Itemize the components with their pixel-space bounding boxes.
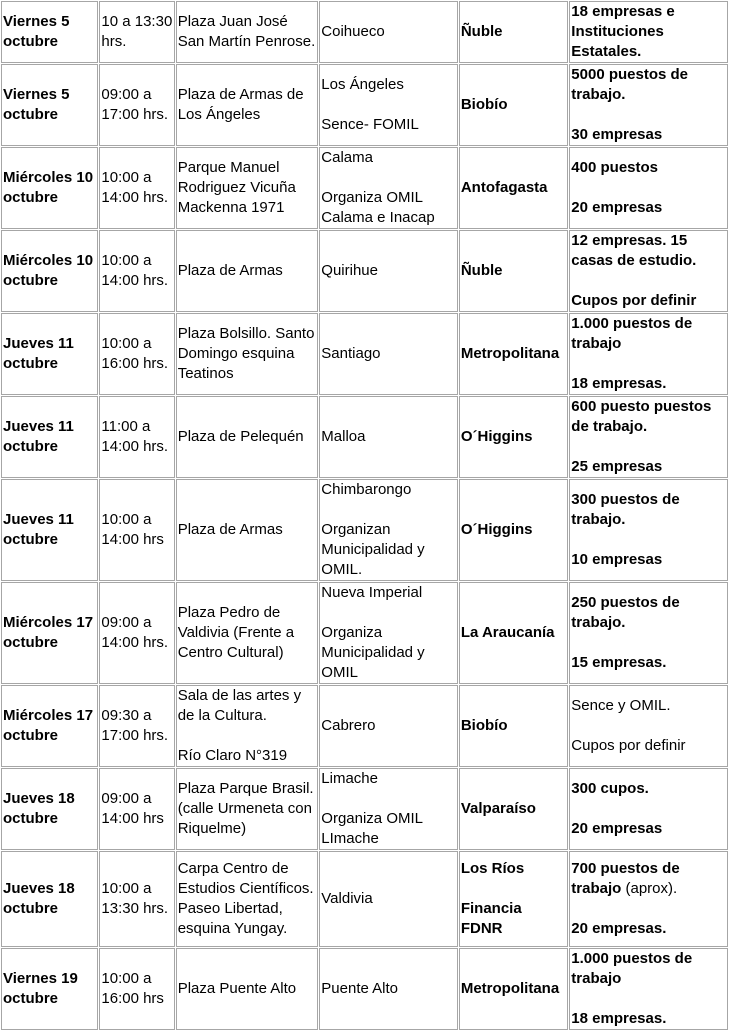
commune-cell-line: Cabrero — [321, 717, 376, 734]
region-cell-line: Metropolitana — [460, 345, 560, 362]
place-cell-line: Carpa Centro de Estudios Científicos. Paseo Libertad, esquina Yungay. — [177, 860, 314, 937]
line-gap — [571, 633, 727, 653]
table-row — [1, 396, 728, 478]
info-cell-line — [571, 696, 727, 716]
time-cell: 09:00 a 14:00 hrs — [99, 768, 174, 850]
info-cell-suffix: (aprox). — [621, 880, 678, 897]
place-cell — [176, 851, 319, 947]
info-cell-line — [571, 65, 727, 105]
info-cell — [569, 230, 728, 312]
info-cell-text: 600 puesto puestos de trabajo. — [571, 398, 712, 435]
table-body — [1, 1, 728, 1030]
line-gap — [571, 271, 727, 291]
place-cell-line: Plaza Parque Brasil. (calle Urmeneta con Riquelme) — [177, 780, 314, 837]
region-cell — [459, 64, 568, 146]
region-cell — [459, 582, 568, 684]
time-cell: 10:00 a 14:00 hrs. — [99, 147, 174, 229]
region-cell — [459, 768, 568, 850]
commune-cell-line: Organizan Municipalidad y OMIL. — [321, 521, 425, 578]
line-gap — [571, 530, 727, 550]
table-row — [1, 147, 728, 229]
commune-cell-line: Limache — [321, 770, 378, 787]
info-cell-line — [571, 231, 727, 271]
table-row — [1, 768, 728, 850]
info-cell-text: Cupos por definir — [571, 292, 697, 309]
info-cell — [569, 685, 728, 767]
place-cell — [176, 582, 319, 684]
commune-cell-line: Los Ángeles — [321, 76, 404, 93]
info-cell — [569, 948, 728, 1030]
info-cell-text: 1.000 puestos de trabajo — [571, 950, 693, 987]
line-gap — [321, 168, 457, 188]
info-cell-line — [571, 779, 727, 799]
region-cell — [459, 147, 568, 229]
info-cell — [569, 768, 728, 850]
info-cell-text: 18 empresas. — [571, 1010, 667, 1027]
table-row — [1, 851, 728, 947]
date-cell: Viernes 19 octubre — [1, 948, 98, 1030]
table-row — [1, 582, 728, 684]
line-gap — [321, 603, 457, 623]
table-row — [1, 1, 728, 63]
info-cell-text: 5000 puestos de trabajo. — [571, 66, 689, 103]
commune-cell-line: Santiago — [321, 345, 381, 362]
info-cell-line — [571, 1009, 727, 1029]
info-cell-text: 20 empresas. — [571, 920, 667, 937]
place-cell — [176, 64, 319, 146]
place-cell-line: Plaza de Armas — [177, 521, 283, 538]
time-cell: 10:00 a 13:30 hrs. — [99, 851, 174, 947]
info-cell-line — [571, 859, 727, 899]
region-cell — [459, 313, 568, 395]
info-cell — [569, 479, 728, 581]
place-cell — [176, 1, 319, 63]
info-cell-text: 400 puestos — [571, 159, 659, 176]
info-cell-text: Cupos por definir — [571, 737, 686, 754]
table-row — [1, 685, 728, 767]
region-cell — [459, 948, 568, 1030]
info-cell-line — [571, 490, 727, 530]
place-cell-line: Plaza Puente Alto — [177, 980, 297, 997]
date-cell: Miércoles 10 octubre — [1, 230, 98, 312]
place-cell — [176, 479, 319, 581]
info-cell-line — [571, 158, 727, 178]
line-gap — [571, 354, 727, 374]
info-cell — [569, 1, 728, 63]
info-cell-line — [571, 949, 727, 989]
line-gap — [571, 716, 727, 736]
commune-cell — [319, 396, 458, 478]
info-cell-text: 300 cupos. — [571, 780, 649, 797]
info-cell-text: 250 puestos de trabajo. — [571, 594, 680, 631]
info-cell-line — [571, 198, 727, 218]
place-cell — [176, 768, 319, 850]
region-cell-line: Biobío — [460, 96, 508, 113]
place-cell-line: Plaza de Armas — [177, 262, 283, 279]
line-gap — [321, 500, 457, 520]
place-cell-line: Plaza de Pelequén — [177, 428, 304, 445]
line-gap — [321, 95, 457, 115]
info-cell-text: Sence y OMIL. — [571, 697, 671, 714]
region-cell — [459, 479, 568, 581]
region-cell-line: Biobío — [460, 717, 508, 734]
time-cell: 10:00 a 14:00 hrs — [99, 479, 174, 581]
commune-cell — [319, 851, 458, 947]
info-cell-line — [571, 314, 727, 354]
info-cell-text: 25 empresas — [571, 458, 663, 475]
place-cell — [176, 147, 319, 229]
region-cell — [459, 851, 568, 947]
line-gap — [571, 105, 727, 125]
commune-cell — [319, 948, 458, 1030]
time-cell: 10 a 13:30 hrs. — [99, 1, 174, 63]
commune-cell — [319, 230, 458, 312]
region-cell-line: Ñuble — [460, 262, 503, 279]
place-cell-line: Plaza Pedro de Valdivia (Frente a Centro Cultural) — [177, 604, 295, 661]
info-cell-line — [571, 550, 727, 570]
info-cell-text: 15 empresas. — [571, 654, 667, 671]
info-cell-line — [571, 457, 727, 477]
region-cell-line: O´Higgins — [460, 428, 533, 445]
region-cell-line: Valparaíso — [460, 800, 536, 817]
line-gap — [571, 437, 727, 457]
commune-cell-line: Organiza OMIL Calama e Inacap — [321, 189, 435, 226]
info-cell-text: 18 empresas e Instituciones Estatales. — [571, 3, 675, 60]
commune-cell-line: Quirihue — [321, 262, 378, 279]
table-row — [1, 64, 728, 146]
info-cell-text: 1.000 puestos de trabajo — [571, 315, 693, 352]
commune-cell — [319, 685, 458, 767]
region-cell-line: O´Higgins — [460, 521, 533, 538]
commune-cell-line: Coihueco — [321, 23, 385, 40]
place-cell-line: Plaza de Armas de Los Ángeles — [177, 86, 304, 123]
time-cell: 10:00 a 16:00 hrs — [99, 948, 174, 1030]
region-cell-line: Metropolitana — [460, 980, 560, 997]
region-cell — [459, 230, 568, 312]
commune-cell-line: Valdivia — [321, 890, 373, 907]
line-gap — [178, 726, 318, 746]
time-cell: 10:00 a 14:00 hrs. — [99, 230, 174, 312]
table-row — [1, 313, 728, 395]
date-cell: Miércoles 17 octubre — [1, 582, 98, 684]
info-cell-text: 20 empresas — [571, 820, 663, 837]
info-cell-line — [571, 374, 727, 394]
commune-cell-line: Chimbarongo — [321, 481, 412, 498]
date-cell: Viernes 5 octubre — [1, 64, 98, 146]
date-cell: Jueves 11 octubre — [1, 396, 98, 478]
commune-cell-line: Organiza OMIL LImache — [321, 810, 423, 847]
place-cell-line: Sala de las artes y de la Cultura. — [177, 687, 302, 724]
commune-cell-line: Nueva Imperial — [321, 584, 423, 601]
date-cell: Jueves 11 octubre — [1, 479, 98, 581]
line-gap — [571, 799, 727, 819]
info-cell — [569, 313, 728, 395]
line-gap — [571, 899, 727, 919]
date-cell: Viernes 5 octubre — [1, 1, 98, 63]
info-cell-line — [571, 2, 727, 62]
place-cell — [176, 685, 319, 767]
region-cell-line: La Araucanía — [460, 624, 555, 641]
commune-cell-line: Calama — [321, 149, 373, 166]
commune-cell — [319, 147, 458, 229]
place-cell — [176, 948, 319, 1030]
commune-cell-line: Sence- FOMIL — [321, 116, 419, 133]
info-cell-line — [571, 125, 727, 145]
commune-cell — [319, 313, 458, 395]
time-cell: 10:00 a 16:00 hrs. — [99, 313, 174, 395]
table-row — [1, 948, 728, 1030]
place-cell — [176, 230, 319, 312]
place-cell-line: Plaza Bolsillo. Santo Domingo esquina Teatinos — [177, 325, 315, 382]
table-row — [1, 479, 728, 581]
info-cell-line — [571, 291, 727, 311]
commune-cell — [319, 479, 458, 581]
region-cell-line: Antofagasta — [460, 179, 548, 196]
place-cell-line: Plaza Juan José San Martín Penrose. — [177, 13, 316, 50]
info-cell-text: 300 puestos de trabajo. — [571, 491, 680, 528]
commune-cell — [319, 1, 458, 63]
place-cell — [176, 313, 319, 395]
info-cell-line — [571, 593, 727, 633]
info-cell-text: 20 empresas — [571, 199, 663, 216]
info-cell-text: 30 empresas — [571, 126, 663, 143]
info-cell-text: 10 empresas — [571, 551, 663, 568]
info-cell-text: 700 puestos de trabajo — [571, 860, 680, 897]
info-cell-line — [571, 819, 727, 839]
info-cell — [569, 147, 728, 229]
date-cell: Miércoles 17 octubre — [1, 685, 98, 767]
commune-cell — [319, 582, 458, 684]
place-cell-line: Parque Manuel Rodriguez Vicuña Mackenna 1971 — [177, 159, 296, 216]
commune-cell-line: Puente Alto — [321, 980, 399, 997]
info-cell-text: 18 empresas. — [571, 375, 667, 392]
line-gap — [571, 178, 727, 198]
region-cell — [459, 685, 568, 767]
commune-cell-line: Organiza Municipalidad y OMIL — [321, 624, 425, 681]
info-cell — [569, 64, 728, 146]
line-gap — [571, 989, 727, 1009]
table-row — [1, 230, 728, 312]
line-gap — [461, 879, 567, 899]
date-cell: Miércoles 10 octubre — [1, 147, 98, 229]
time-cell: 09:00 a 14:00 hrs. — [99, 582, 174, 684]
info-cell-text: 12 empresas. 15 casas de estudio. — [571, 232, 697, 269]
commune-cell — [319, 64, 458, 146]
place-cell — [176, 396, 319, 478]
time-cell: 09:00 a 17:00 hrs. — [99, 64, 174, 146]
region-cell-line: Ñuble — [460, 23, 503, 40]
region-cell-line: Los Ríos — [460, 860, 525, 877]
time-cell: 09:30 a 17:00 hrs. — [99, 685, 174, 767]
commune-cell-line: Malloa — [321, 428, 366, 445]
info-cell — [569, 582, 728, 684]
info-cell — [569, 851, 728, 947]
line-gap — [321, 789, 457, 809]
place-cell-line: Río Claro N°319 — [177, 747, 288, 764]
info-cell-line — [571, 736, 727, 756]
info-cell-line — [571, 919, 727, 939]
info-cell-line — [571, 397, 727, 437]
date-cell: Jueves 11 octubre — [1, 313, 98, 395]
time-cell: 11:00 a 14:00 hrs. — [99, 396, 174, 478]
date-cell: Jueves 18 octubre — [1, 851, 98, 947]
region-cell — [459, 1, 568, 63]
date-cell: Jueves 18 octubre — [1, 768, 98, 850]
region-cell-line: Financia FDNR — [460, 900, 522, 937]
info-cell-line — [571, 653, 727, 673]
commune-cell — [319, 768, 458, 850]
info-cell — [569, 396, 728, 478]
region-cell — [459, 396, 568, 478]
